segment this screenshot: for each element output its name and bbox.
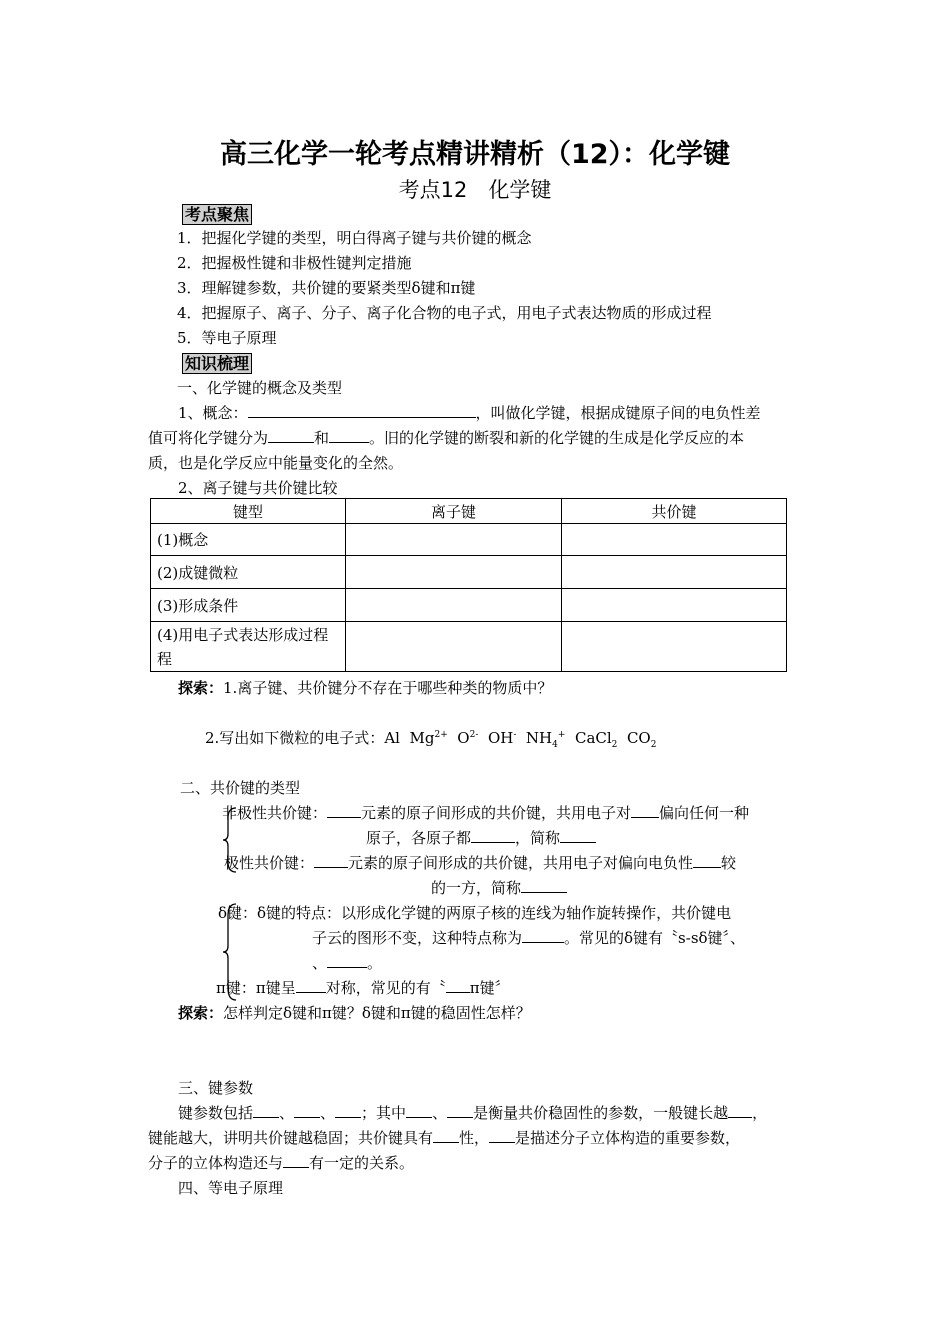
focus-item: 4．把握原子、离子、分子、离子化合物的电子式，用电子式表达物质的形成过程 xyxy=(177,304,712,322)
covalent-heading: 二、共价键的类型 xyxy=(180,779,301,797)
iso-heading: 四、等电子原理 xyxy=(178,1179,284,1197)
table-cell xyxy=(346,556,562,589)
nonpolar-line-2: 原子，各原子都 ，简称 xyxy=(366,827,596,848)
concept-line-1: 1、概念： ，叫做化学键，根据成键原子间的电负性差 xyxy=(178,404,761,422)
table-row xyxy=(151,524,787,556)
table-cell xyxy=(346,622,562,672)
table-cell: (2)成键微粒 xyxy=(151,556,346,589)
table-cell xyxy=(346,524,562,556)
focus-item: 1．把握化学键的类型，明白得离子键与共价键的概念 xyxy=(177,229,532,247)
focus-item: 3．理解键参数，共价键的要紧类型δ键和π键 xyxy=(177,279,476,297)
params-line-2: 键能越大，讲明共价键越稳固；共价键具有 性， 是描述分子立体构造的重要参数， xyxy=(148,1129,741,1147)
table-cell: (1)概念 xyxy=(151,524,346,556)
table-cell xyxy=(562,589,787,622)
sigma-line-1: δ键：δ键的特点：以形成化学键的两原子核的连线为轴作旋转操作，共价键电 xyxy=(218,904,732,922)
explore-3: 探索：怎样判定δ键和π键？δ键和π键的稳固性怎样？ xyxy=(178,1004,531,1022)
explore-2: 2.写出如下微粒的电子式：Al $Mg^{2+}$ $O^{2-}$ OH- $NH_4^+$ CaCl$_2$ $CO_2$ xyxy=(205,729,657,750)
table-cell: (4)用电子式表达形成过程 程 xyxy=(151,622,346,672)
table-header: 离子键 xyxy=(346,499,562,524)
polar-line-1: 极性共价键： 元素的原子间形成的共价键，共用电子对偏向电负性 较 xyxy=(224,854,737,872)
focus-item: 2．把握极性键和非极性键判定措施 xyxy=(177,254,412,272)
params-line-1: 键参数包括 、 、 ；其中 、 是衡量共价稳固性的参数，一般键长越 ， xyxy=(178,1104,768,1122)
pi-line: π键：π键呈 对称，常见的有〝 π键〞 xyxy=(216,979,510,997)
table-row xyxy=(151,589,787,622)
table-cell xyxy=(562,556,787,589)
sigma-line-2: 子云的图形不变，这种特点称为 。常见的δ键有〝s-sδ键〞、 xyxy=(312,929,746,947)
table-cell xyxy=(562,622,787,672)
params-line-3: 分子的立体构造还与 有一定的关系。 xyxy=(148,1154,415,1172)
table-row xyxy=(151,622,787,672)
polar-line-2: 的一方，简称 xyxy=(431,877,567,898)
table-header-row xyxy=(151,499,787,524)
review-tag: 知识梳理 xyxy=(182,351,252,374)
nonpolar-line-1: 非极性共价键： 元素的原子间形成的共价键，共用电子对 偏向任何一种 xyxy=(222,804,750,822)
params-heading: 三、键参数 xyxy=(178,1079,254,1097)
table-row xyxy=(151,556,787,589)
focus-tag: 考点聚焦 xyxy=(182,202,252,225)
compare-heading: 2、离子键与共价键比较 xyxy=(178,479,338,497)
concept-line-3: 质，也是化学反应中能量变化的全然。 xyxy=(148,454,404,472)
table-header: 共价键 xyxy=(562,499,787,524)
page-subtitle: 考点12 化学键 xyxy=(398,178,552,202)
page-title: 高三化学一轮考点精讲精析（12）：化学键 xyxy=(219,139,731,170)
sigma-line-3: 、 。 xyxy=(312,954,383,972)
table-cell xyxy=(562,524,787,556)
comparison-table xyxy=(150,498,787,672)
table-cell xyxy=(346,589,562,622)
table-header: 键型 xyxy=(151,499,346,524)
table-cell: (3)形成条件 xyxy=(151,589,346,622)
explore-1: 探索：1.离子键、共价键分不存在于哪些种类的物质中？ xyxy=(178,679,553,697)
focus-item: 5．等电子原理 xyxy=(177,329,277,347)
concept-line-2: 值可将化学键分为 和 。旧的化学键的断裂和新的化学键的生成是化学反应的本 xyxy=(148,429,745,447)
part1-heading: 一、化学键的概念及类型 xyxy=(177,379,343,397)
